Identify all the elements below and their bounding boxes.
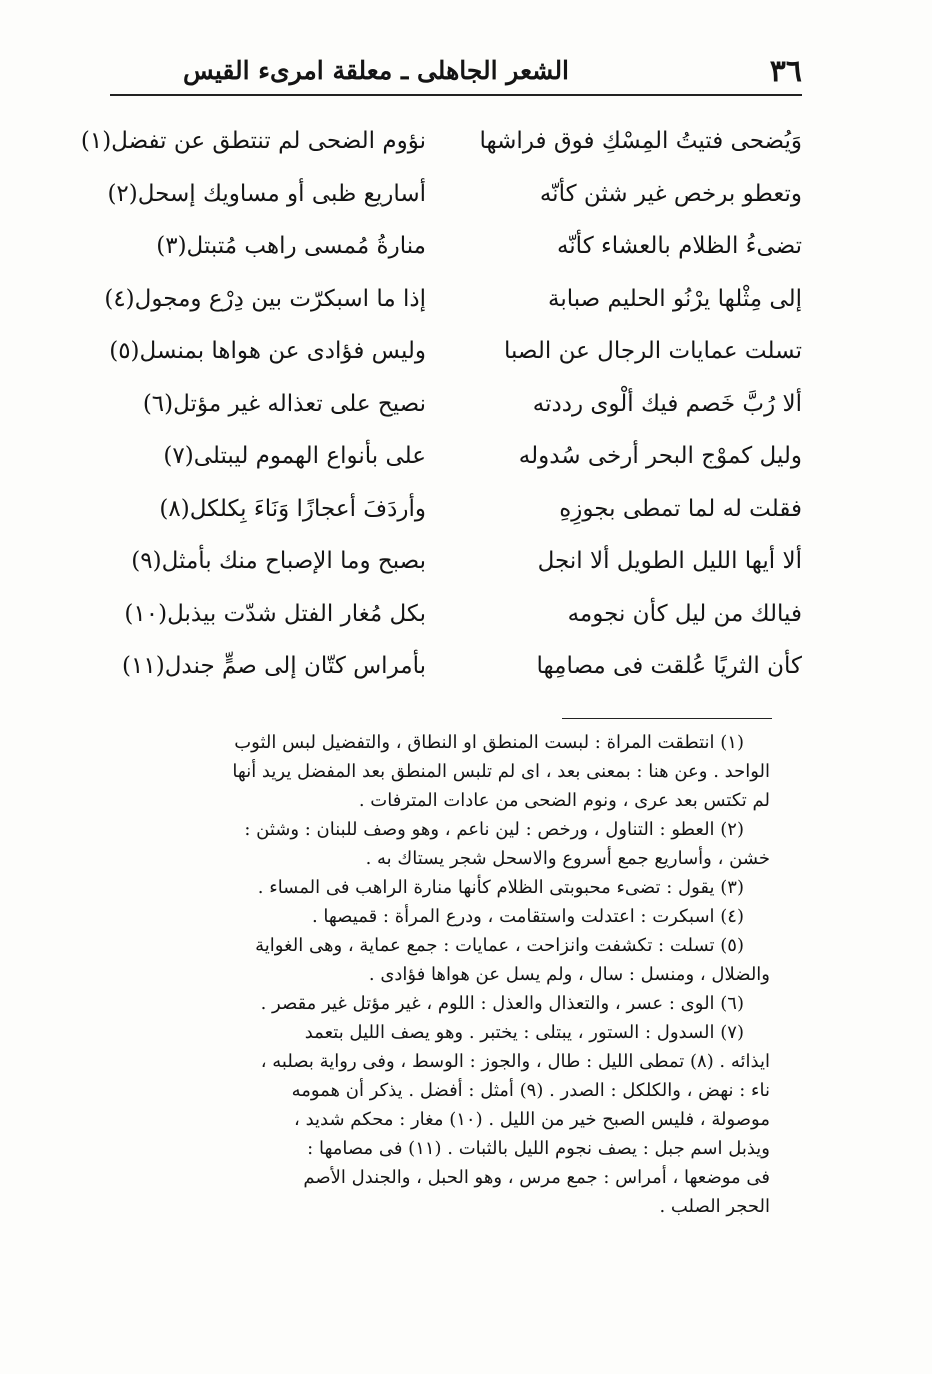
footnote-line: ايذائه . (٨) تمطى الليل : طال ، والجوز : الوسط ، وفى رواية بصلبه ، [260,1051,770,1072]
verse-first-hemistich: كأن الثريًا عُلقت فى مصامِها [536,653,802,679]
verse-second-hemistich: نصيح على تعذاله غير مؤتل(٦) [142,390,426,417]
verse-second-hemistich: بكل مُغار الفتل شدّت بيذبل(١٠) [124,600,426,627]
verse-second-hemistich: منارةُ مُمسى راهب مُتبتل(٣) [156,233,426,259]
verse-line [96,653,802,706]
verse-second-hemistich: إذا ما اسبكرّت بين دِرْع ومجول(٤) [104,285,426,312]
verse-line [96,286,802,339]
footnote-line: الواحد . وعن هنا : بمعنى بعد ، اى لم تلبس المنطق بعد المفضل يريد أنها [232,761,770,782]
footnote-line: (٢) العطو : التناول ، ورخص : لين ناعم ، وهو وصف للبنان : وشثن : [244,819,744,840]
footnote-line: والضلال ، ومنسل : سال ، ولم يسل عن هواها فؤادى . [368,964,770,985]
verse-line [96,391,802,444]
poem-verses [80,128,802,708]
footnote-line: (٧) السدول : الستور ، يبتلى : يختبر . وهو يصف الليل بتعمد [304,1022,744,1043]
verse-second-hemistich: نؤوم الضحى لم تنتطق عن تفضل(١) [80,128,426,154]
footnote-line: (١) انتطقت المراة : لبست المنطق او النطاق ، والتفضيل لبس الثوب [234,732,744,753]
footnote-line: الحجر الصلب . [659,1196,770,1217]
footnote-line: موصولة ، فليس الصبح خير من الليل . (١٠) مغار : محكم شديد ، [294,1109,770,1130]
running-title: الشعر الجاهلى ـ معلقة امرىء القيس [182,56,570,85]
verse-first-hemistich: فيالك من ليل كأن نجومه [567,600,802,627]
verse-first-hemistich: تسلت عمايات الرجال عن الصبا [503,338,802,364]
footnote-line: ناء : نهض ، والكلكل : الصدر . (٩) أمثل : أفضل . يذكر أن همومه [291,1080,770,1101]
verse-first-hemistich: وتعطو برخص غير شثن كأنّه [539,180,802,207]
verse-first-hemistich: ألا رُبَّ خَصم فيك ألْوى رددته [532,390,802,417]
footnote-line: (٦) الوى : عسر ، والتعذال والعذل : اللوم ، غير مؤتل غير مقصر . [260,993,744,1014]
verse-line [96,496,802,549]
footnote-line: (٤) اسبكرت : اعتدلت واستقامت ، ودرع المرأة : قميصها . [311,906,744,927]
verse-line [80,128,802,181]
verse-line [96,548,802,601]
verse-first-hemistich: تضىءُ الظلام بالعشاء كأنّه [556,233,802,259]
verse-second-hemistich: أساريع ظبى أو مساويك إسحل(٢) [107,180,426,207]
footnotes [98,728,770,1221]
verse-first-hemistich: فقلت له لما تمطى بجوزِهِ [559,495,802,522]
verse-line [96,233,802,286]
footnote-line: ويذبل اسم جبل : يصف نجوم الليل بالثبات . (١١) فى مصامها : [307,1138,770,1159]
footnote-line: (٣) يقول : تضىء محبوبتى الظلام كأنها منارة الراهب فى المساء . [257,877,744,898]
verse-second-hemistich: بأمراس كتّان إلى صمٍّ جندل(١١) [122,653,426,679]
verse-line [96,338,802,391]
verse-second-hemistich: على بأنواع الهموم ليبتلى(٧) [163,443,426,469]
verse-first-hemistich: وَيُضحى فتيتُ المِسْكِ فوق فراشها [479,128,802,154]
verse-line [96,181,802,234]
footnote-line: خشن ، وأساريع جمع أسروع والاسحل شجر يستاك به . [365,848,770,869]
verse-second-hemistich: وليس فؤادى عن هواها بمنسل(٥) [109,338,426,364]
page-header [110,50,802,96]
verse-line [96,443,802,496]
verse-first-hemistich: وليل كموْج البحر أرخى سُدوله [518,443,802,469]
page-number: ٣٦ [769,54,802,89]
verse-first-hemistich: إلى مِثْلها يرْنُو الحليم صبابة [548,285,802,312]
footnote-line: (٥) تسلت : تكشفت وانزاحت ، عمايات : جمع عماية ، وهى الغواية [255,935,744,956]
verse-first-hemistich: ألا أيها الليل الطويل ألا انجل [537,548,802,574]
footnote-line: لم تكتس بعد عرى ، ونوم الضحى من عادات المترفات . [358,790,770,811]
verse-line [96,601,802,654]
footnote-line: فى موضعها ، أمراس : جمع مرس ، وهو الحبل ، والجندل الأصم [303,1167,770,1188]
footnote-separator [562,718,772,719]
verse-second-hemistich: وأردَفَ أعجازًا وَنَاءَ بِكلكل(٨) [159,495,426,522]
verse-second-hemistich: بصبح وما الإصباح منك بأمثل(٩) [131,548,426,574]
